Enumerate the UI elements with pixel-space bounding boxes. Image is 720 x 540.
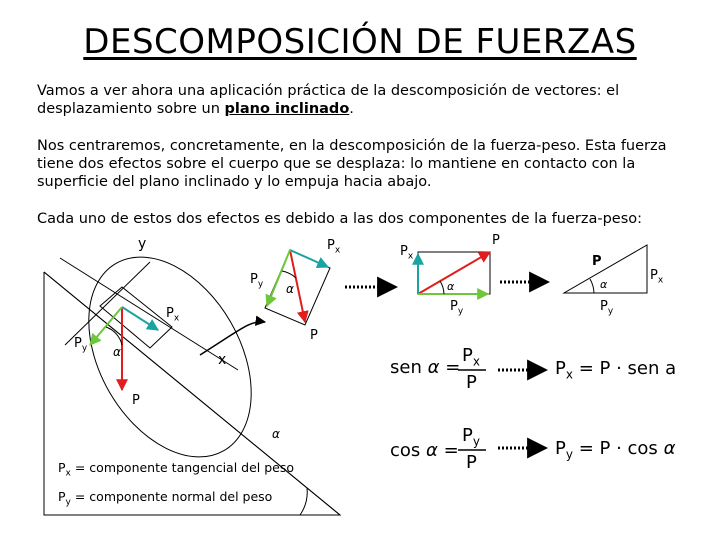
p-label-middle: P xyxy=(310,328,318,343)
py-label-rect: $P_y$ xyxy=(450,299,464,317)
cos-formula: cos α = xyxy=(390,440,459,461)
plane-surface xyxy=(44,272,340,515)
intro-text-end: . xyxy=(349,101,354,117)
sen-numerator: $P_x$ xyxy=(462,345,480,369)
py-label-middle: $P_y$ xyxy=(250,272,264,290)
sliding-block xyxy=(100,287,172,348)
p-label-rect: P xyxy=(492,233,500,248)
px-label-triangle: $P_x$ xyxy=(650,268,664,286)
alpha-label-middle: α xyxy=(286,282,294,296)
cos-numerator: $P_y$ xyxy=(462,425,480,449)
cos-result: $P_y = P \cdot \cos \alpha$ xyxy=(555,438,676,462)
intro-text: Vamos a ver ahora una aplicación práctica de la descomposición de vectores: el desplazamiento sobre un xyxy=(37,83,620,117)
legend-py: $P_y$ = componente normal del peso xyxy=(58,489,273,508)
plane-angle-arc xyxy=(300,488,307,515)
p-label-triangle: P xyxy=(592,254,602,269)
components-paragraph: Cada uno de estos dos efectos es debido a las dos componentes de la fuerza-peso: xyxy=(37,211,643,227)
y-axis-label: y xyxy=(138,236,147,252)
x-axis-label: x xyxy=(218,352,227,368)
py-vector-block xyxy=(90,307,122,345)
triangle-angle-arc xyxy=(590,279,594,293)
px-vector-middle xyxy=(290,250,328,267)
curved-arrow xyxy=(200,322,265,355)
cos-denominator: P xyxy=(466,452,477,473)
py-label-triangle: $P_y$ xyxy=(600,299,614,317)
page-title: DESCOMPOSICIÓN DE FUERZAS xyxy=(83,22,637,62)
alpha-label-plane: α xyxy=(272,427,280,441)
inclined-plane xyxy=(44,272,340,515)
p-label-block: P xyxy=(132,393,140,408)
px-label-middle: $P_x$ xyxy=(327,238,341,256)
highlight-ellipse xyxy=(55,228,284,485)
py-vector-middle xyxy=(267,250,290,306)
alpha-label-triangle: α xyxy=(600,278,608,291)
y-axis-line xyxy=(65,262,150,345)
sen-denominator: P xyxy=(466,372,477,393)
py-label-block: $P_y$ xyxy=(74,336,88,354)
sen-result: $P_x = P$ · sen a xyxy=(555,358,677,382)
px-vector-block xyxy=(122,307,158,330)
sen-formula: sen α = xyxy=(390,357,461,378)
inclined-plane-link[interactable]: plano inclinado xyxy=(224,101,350,117)
alpha-label-rect: α xyxy=(447,280,455,293)
weight-effects-paragraph: Nos centraremos, concretamente, en la descomposición de la fuerza-peso. Esta fuerza tiene dos efectos sobre el cuerpo que se desplaza: lo mantiene en contacto con la superficie del plano inclinado y lo empuja hacia abajo. xyxy=(37,138,667,190)
rect-angle-arc xyxy=(440,281,444,294)
alpha-label-block: α xyxy=(113,345,121,359)
px-label-block: $P_x$ xyxy=(166,306,180,324)
legend-px: $P_x$ = componente tangencial del peso xyxy=(58,460,295,479)
px-label-rect: $P_x$ xyxy=(400,244,414,262)
